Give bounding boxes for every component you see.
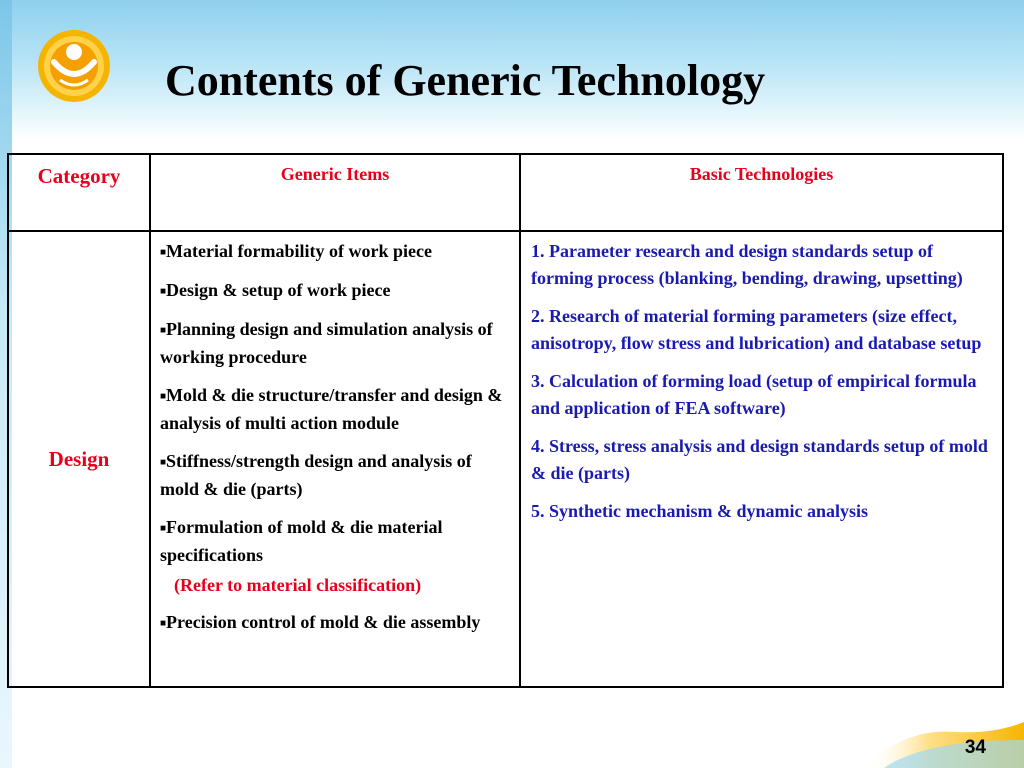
technology-item: 2. Research of material forming parameters (size effect, anisotropy, flow stress and lubrication) and database setup [531, 306, 982, 353]
generic-item: ■Stiffness/strength design and analysis of mold & die (parts) [160, 451, 472, 499]
technology-item: 1. Parameter research and design standards setup of forming process (blanking, bending, drawing, upsetting) [531, 241, 963, 288]
generic-item: ■Mold & die structure/transfer and design & analysis of multi action module [160, 385, 503, 433]
content-table [7, 153, 1004, 688]
generic-items-cell [150, 231, 520, 687]
technology-item: 5. Synthetic mechanism & dynamic analysis [531, 501, 869, 521]
generic-item: ■Design & setup of work piece [160, 280, 391, 300]
generic-item: ■Precision control of mold & die assembly [160, 612, 481, 632]
generic-item: ■Material formability of work piece [160, 241, 432, 261]
table-header-row [8, 154, 1003, 231]
square-bullet-icon: ■ [160, 618, 167, 629]
square-bullet-icon: ■ [160, 286, 167, 297]
generic-item: ■Formulation of mold & die material specifications [160, 517, 443, 565]
technology-item: 3. Calculation of forming load (setup of empirical formula and application of FEA software) [531, 371, 977, 418]
header-basic-technologies: Basic Technologies [520, 154, 1003, 231]
header-generic-items: Generic Items [150, 154, 520, 231]
basic-technologies-cell [520, 231, 1003, 687]
category-cell: Design [8, 231, 150, 687]
square-bullet-icon: ■ [160, 391, 167, 402]
page-number: 34 [964, 737, 986, 758]
mirdc-logo-icon [36, 28, 112, 104]
material-classification-note: (Refer to material classification) [174, 575, 422, 595]
square-bullet-icon: ■ [160, 325, 167, 336]
slide-title: Contents of Generic Technology [165, 56, 766, 105]
square-bullet-icon: ■ [160, 457, 167, 468]
generic-item: ■Planning design and simulation analysis of working procedure [160, 319, 493, 367]
table-row [8, 231, 1003, 687]
technology-item: 4. Stress, stress analysis and design standards setup of mold & die (parts) [531, 436, 988, 483]
square-bullet-icon: ■ [160, 523, 167, 534]
header-category: Category [8, 154, 150, 231]
square-bullet-icon: ■ [160, 247, 167, 258]
footer-wave-decor [864, 718, 1024, 768]
